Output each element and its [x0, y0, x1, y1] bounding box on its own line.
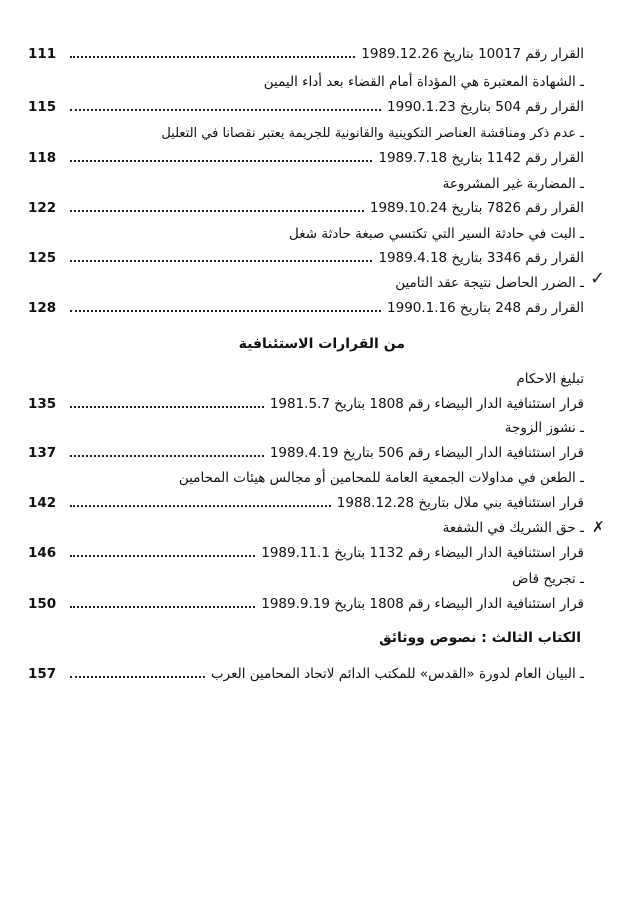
entry-text: قرار استئنافية الدار البيضاء رقم 506 بتاريخ 1989.4.19: [269, 445, 584, 461]
topic-title: ـ تجريح قاض: [512, 571, 584, 587]
leader-dots: [70, 309, 381, 312]
page-number: 115: [28, 99, 57, 115]
entry-122: [28, 198, 584, 218]
topic-title: ـ المضاربة غير المشروعة: [442, 176, 584, 192]
page-number: 157: [28, 666, 57, 682]
entry-text: القرار رقم 3346 بتاريخ 1989.4.18: [378, 250, 584, 266]
page-number: 150: [28, 596, 57, 612]
entry-text: القرار رقم 504 بتاريخ 1990.1.23: [387, 99, 584, 115]
page-number: 122: [28, 200, 57, 216]
entry-125: [28, 248, 584, 268]
handwritten-check-mark: ✗: [592, 518, 605, 536]
page-number: 118: [28, 150, 57, 166]
page-number: 125: [28, 250, 57, 266]
handwritten-check-mark: ✓: [590, 268, 606, 289]
entry-text: القرار رقم 1142 بتاريخ 1989.7.18: [378, 150, 584, 166]
entry-text: قرار استئنافية الدار البيضاء رقم 1808 بتاريخ 1981.5.7: [269, 396, 584, 412]
topic-title: ـ عدم ذكر ومناقشة العناصر التكوينية والقانونية للجريمة يعتبر نقصانا في التعليل: [161, 126, 584, 141]
page-number: 137: [28, 445, 57, 461]
entry-text: قرار استئنافية الدار البيضاء رقم 1808 بتاريخ 1989.9.19: [261, 596, 584, 612]
entry-text: القرار رقم 248 بتاريخ 1990.1.16: [387, 300, 584, 316]
entry-text: قرار استئنافية الدار البيضاء رقم 1132 بتاريخ 1989.11.1: [261, 545, 584, 561]
topic-title: ـ البت في حادثة السير التي تكتسي صبغة حادثة شغل: [289, 226, 584, 242]
topic-title: ـ نشوز الزوجة: [504, 420, 584, 436]
leader-dots: [70, 605, 255, 608]
leader-dots: [70, 159, 372, 162]
entry-142: [28, 493, 584, 513]
entry-157: [28, 664, 584, 684]
entry-115: [28, 97, 584, 117]
topic-title: ـ حق الشريك في الشفعة: [442, 520, 584, 536]
page-number: 142: [28, 495, 57, 511]
entry-135: [28, 394, 584, 414]
leader-dots: [70, 259, 372, 262]
leader-dots: [70, 209, 364, 212]
entry-text: ـ البيان العام لدورة «القدس» للمكتب الدائم لاتحاد المحامين العرب: [210, 666, 584, 682]
leader-dots: [70, 504, 331, 507]
entry-146: [28, 543, 584, 563]
leader-dots: [70, 405, 264, 408]
leader-dots: [70, 454, 264, 457]
topic-title: تبليغ الاحكام: [516, 371, 584, 387]
entry-150: [28, 594, 584, 614]
topic-title: ـ الشهادة المعتبرة هي المؤداة أمام القضاء بعد أداء اليمين: [263, 74, 584, 90]
topic-title: ـ الطعن في مداولات الجمعية العامة للمحامين أو مجالس هيئات المحامين: [178, 470, 584, 486]
entry-text: القرار رقم 7826 بتاريخ 1989.10.24: [369, 200, 584, 216]
page-number: 128: [28, 300, 57, 316]
leader-dots: [70, 554, 255, 557]
page-number: 135: [28, 396, 57, 412]
page-number: 111: [28, 46, 57, 62]
entry-118: [28, 148, 584, 168]
entry-137: [28, 443, 584, 463]
entry-text: القرار رقم 10017 بتاريخ 1989.12.26: [361, 46, 584, 62]
topic-title: ـ الضرر الحاصل نتيجة عقد التامين: [395, 275, 584, 291]
leader-dots: [70, 55, 355, 58]
leader-dots: [70, 108, 381, 111]
section-heading-appeals: من القرارات الاستئنافية: [238, 336, 405, 352]
entry-111: [28, 44, 584, 64]
entry-128: [28, 298, 584, 318]
entry-text: قرار استئنافية بني ملال بتاريخ 1988.12.28: [336, 495, 584, 511]
section-heading-book-three: الكتاب الثالث : نصوص ووثائق: [379, 630, 581, 646]
page-number: 146: [28, 545, 57, 561]
leader-dots: [70, 675, 205, 678]
